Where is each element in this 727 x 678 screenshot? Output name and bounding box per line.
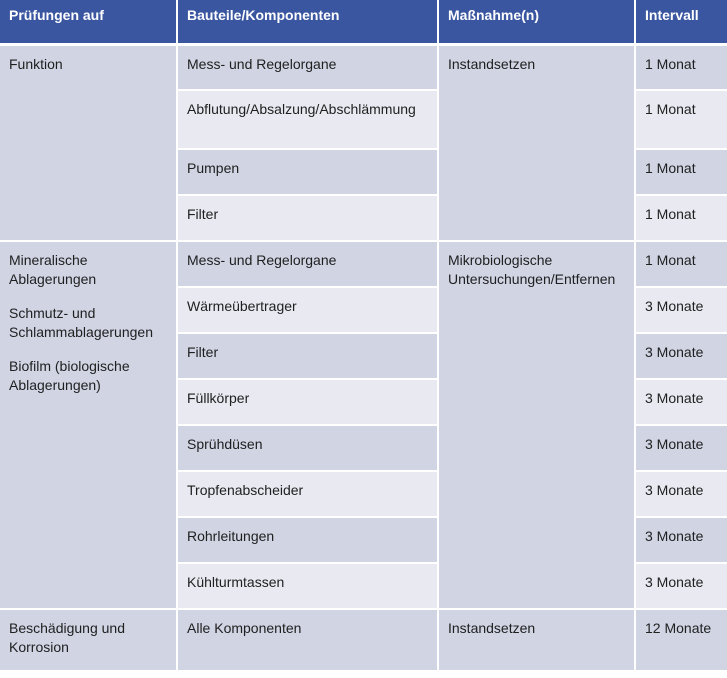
group-pruefung-cell (0, 44, 177, 241)
massnahme-cell: Mikrobiologische Untersuchungen/Entfernen (438, 241, 635, 609)
intervall-cell: 3 Monate (635, 563, 727, 609)
header-row (0, 0, 727, 44)
table-row (0, 609, 727, 671)
group-pruefung-cell (0, 241, 177, 609)
bauteil-cell: Pumpen (177, 149, 438, 195)
intervall-cell: 12 Monate (635, 609, 727, 671)
massnahme-cell: Instandsetzen (438, 609, 635, 671)
intervall-cell: 1 Monat (635, 149, 727, 195)
pruefung-text: Funktion (9, 55, 63, 72)
intervall-cell: 1 Monat (635, 241, 727, 287)
header-intervall: Intervall (635, 0, 727, 44)
bauteil-cell: Abflutung/Absalzung/Abschlämmung (177, 90, 438, 149)
intervall-cell: 1 Monat (635, 90, 727, 149)
bauteil-cell: Sprühdüsen (177, 425, 438, 471)
intervall-cell: 3 Monate (635, 379, 727, 425)
bauteil-cell: Mess- und Regelorgane (177, 241, 438, 287)
pruefung-text: Mineralische Ablagerungen (9, 252, 97, 287)
pruefung-text: Beschädigung und Korrosion (9, 620, 125, 655)
header-pruefungen: Prüfungen auf (0, 0, 177, 44)
table-row (0, 44, 727, 90)
intervall-cell: 3 Monate (635, 287, 727, 333)
intervall-cell: 1 Monat (635, 44, 727, 90)
intervall-cell: 3 Monate (635, 471, 727, 517)
pruefung-text: Biofilm (biologische Ablagerungen) (9, 358, 130, 393)
intervall-cell: 1 Monat (635, 195, 727, 241)
intervall-cell: 3 Monate (635, 425, 727, 471)
massnahme-cell: Instandsetzen (438, 44, 635, 241)
bauteil-cell: Füllkörper (177, 379, 438, 425)
bauteil-cell: Rohrleitungen (177, 517, 438, 563)
bauteil-cell: Tropfenabscheider (177, 471, 438, 517)
bauteil-cell: Kühlturmtassen (177, 563, 438, 609)
bauteil-cell: Wärmeübertrager (177, 287, 438, 333)
pruefung-text: Schmutz- und Schlammablagerungen (9, 305, 153, 340)
bauteil-cell: Filter (177, 195, 438, 241)
group-pruefung-cell (0, 609, 177, 671)
bauteil-cell: Alle Komponenten (177, 609, 438, 671)
bauteil-cell: Filter (177, 333, 438, 379)
table-row (0, 241, 727, 287)
header-massnahmen: Maßnahme(n) (438, 0, 635, 44)
intervall-cell: 3 Monate (635, 333, 727, 379)
intervall-cell: 3 Monate (635, 517, 727, 563)
bauteil-cell: Mess- und Regelorgane (177, 44, 438, 90)
header-bauteile: Bauteile/Komponenten (177, 0, 438, 44)
